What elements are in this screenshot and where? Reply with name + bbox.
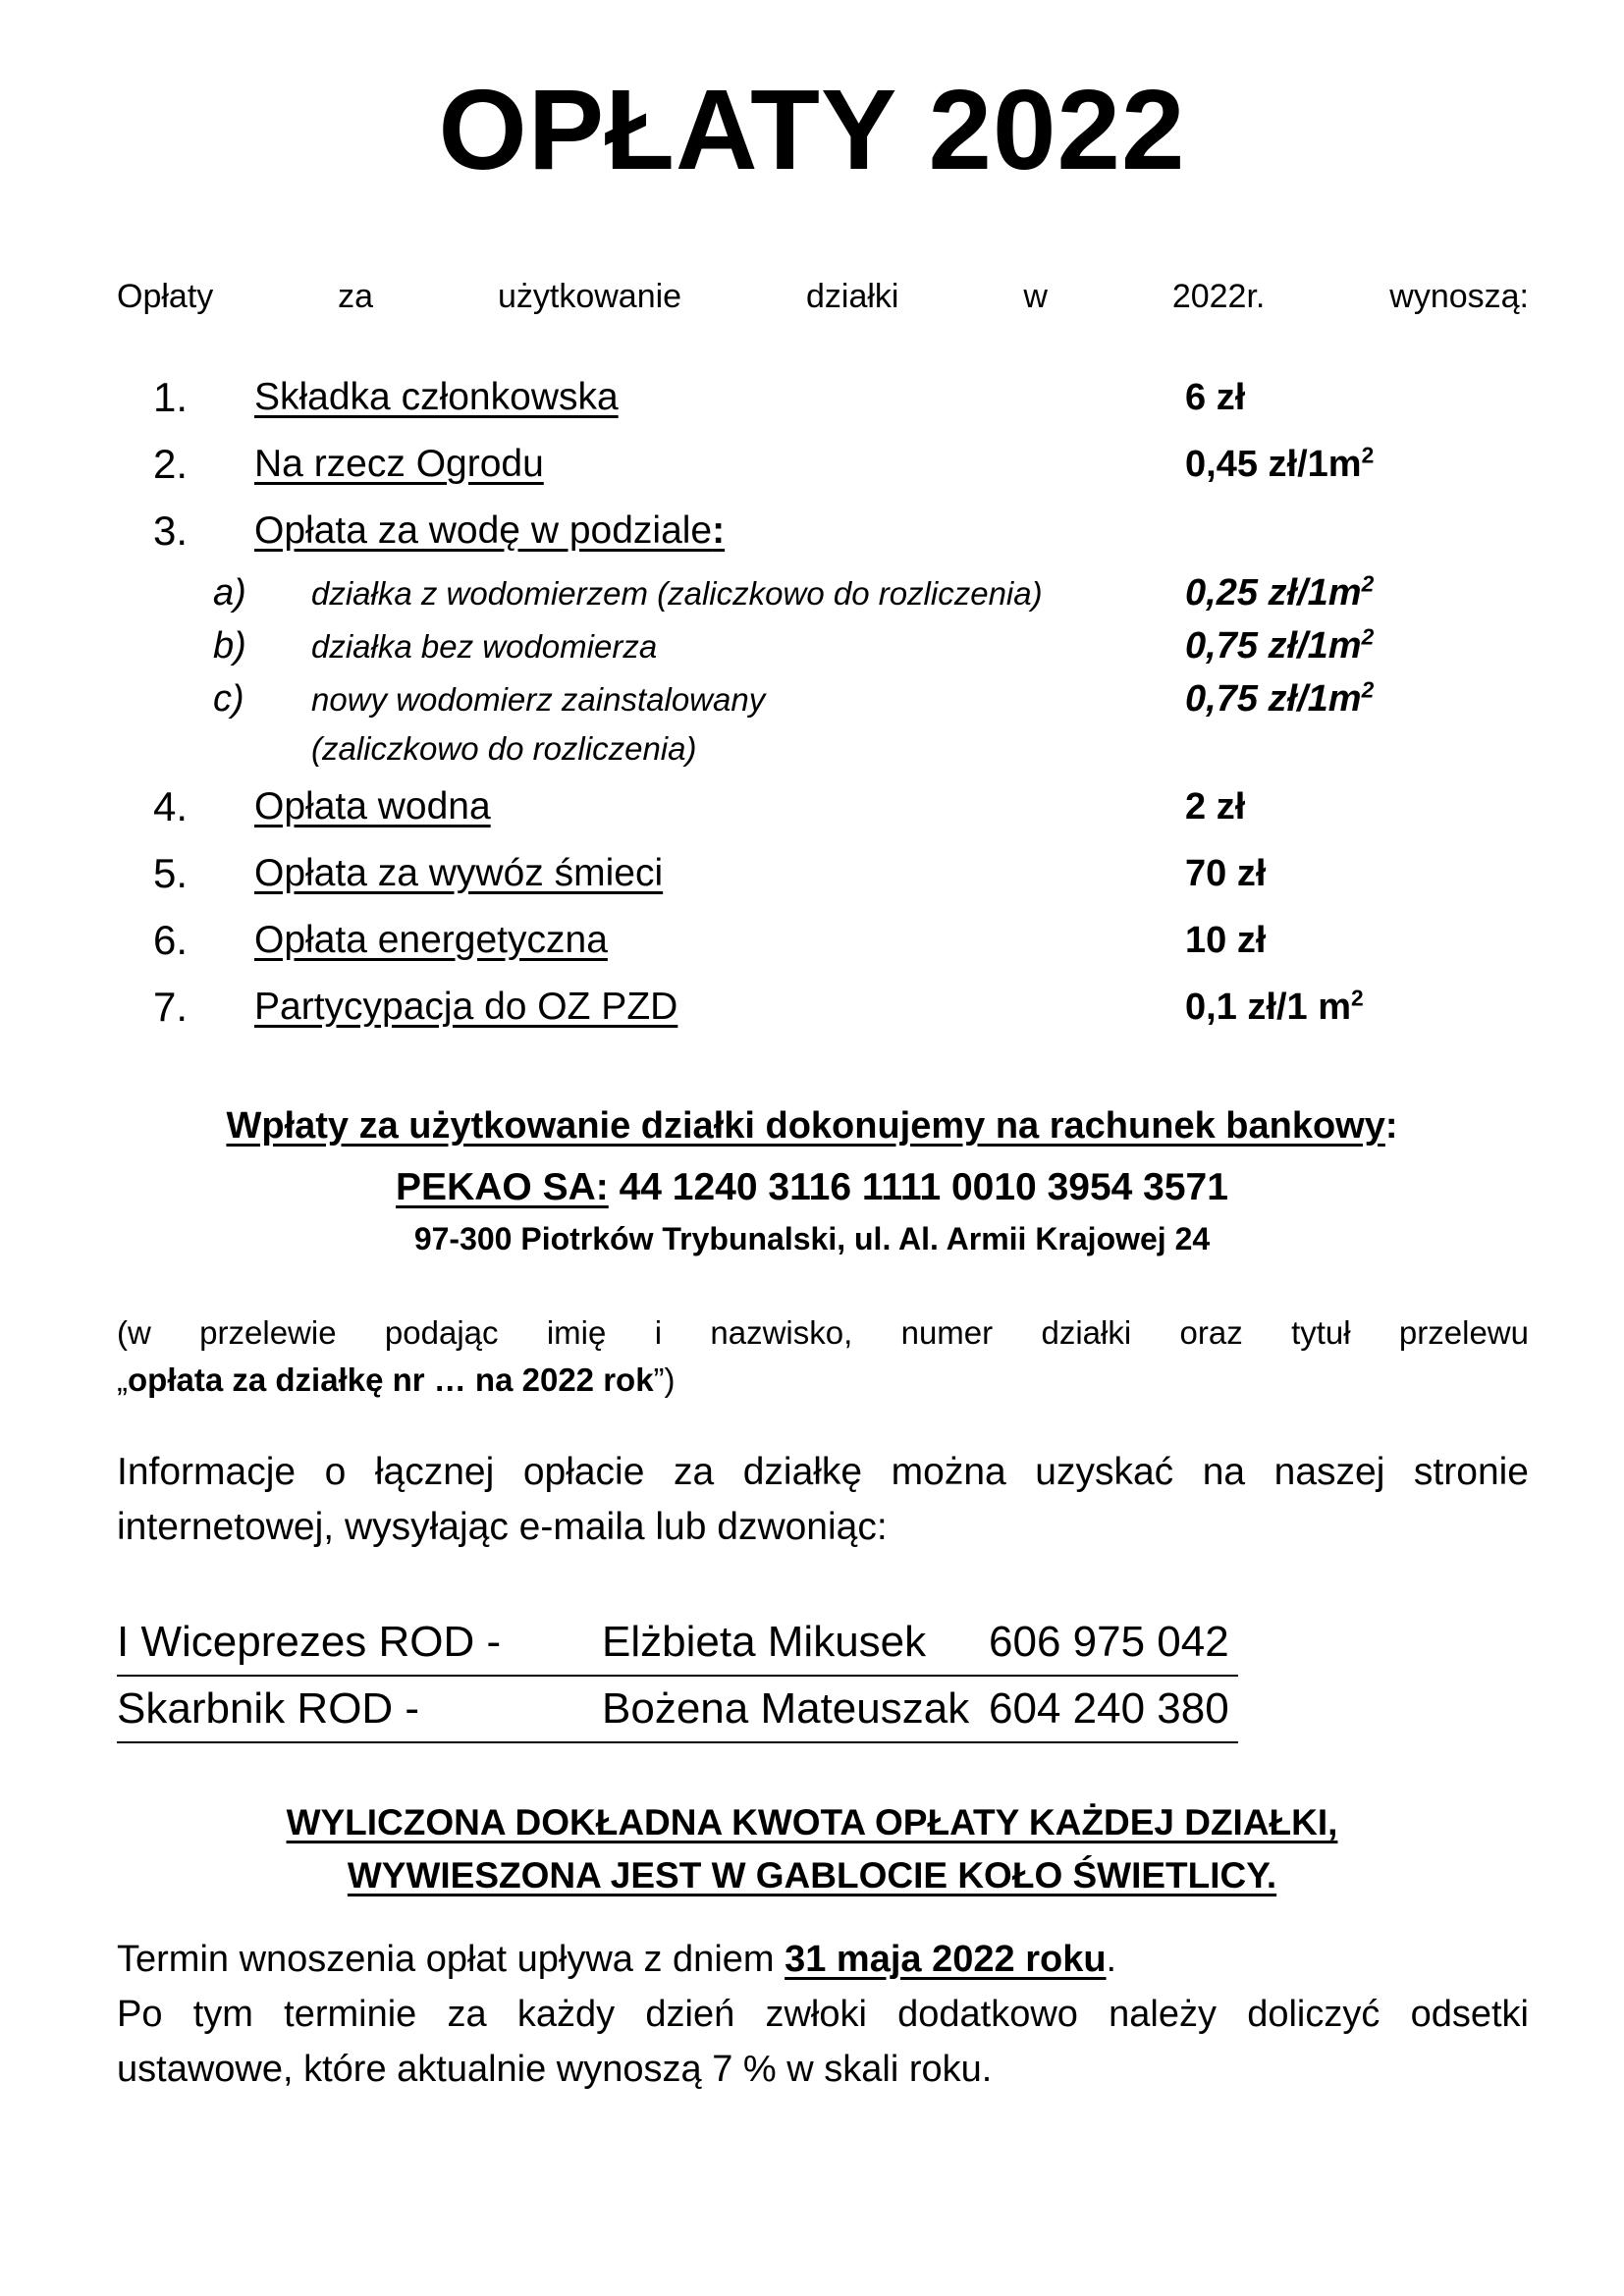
fee-number: 4. <box>153 783 189 829</box>
contact-phone: 606 975 042 <box>989 1618 1229 1666</box>
intro-text: Opłaty za użytkowanie działki w 2022r. wynoszą: <box>117 278 1529 315</box>
subitem-label: nowy wodomierz zainstalowany <box>311 681 766 718</box>
subitem-value: 0,75 $zł/1m^2$ <box>1185 623 1375 667</box>
contact-row <box>117 1610 1238 1677</box>
fee-value: 0,45 $zł/1m^2$ <box>1185 442 1375 485</box>
fee-value: 70 zł <box>1185 853 1267 894</box>
fee-number: 1. <box>153 374 189 420</box>
contact-name: Bożena Mateuszak <box>602 1684 970 1733</box>
bank-name: PEKAO SA: <box>396 1166 609 1208</box>
fee-number: 7. <box>153 984 189 1030</box>
transfer-note: (w przelewie podając imię i nazwisko, numer działki oraz tytuł przelewu „opłata za działkę nr … na 2022 rok”) <box>117 1314 1529 1398</box>
fee-number: 2. <box>153 441 189 487</box>
fee-label: Na rzecz Ogrodu <box>254 443 544 485</box>
deadline-paragraph: Termin wnoszenia opłat upływa z dniem 31 maja 2022 roku. Po tym terminie za każdy dzień zwłoki dodatkowo należy doliczyć odsetki ustawowe, które aktualnie wynoszą 7 % w skali roku. <box>117 1939 1529 2090</box>
fee-number: 3. <box>153 507 189 554</box>
info-paragraph: Informacje o łącznej opłacie za działkę można uzyskać na naszej stronie internetowej, wysyłając e-maila lub dzwoniąc: <box>117 1451 1529 1548</box>
fee-label: Opłata za wodę w podziale: <box>254 509 726 552</box>
subitem-letter: a) <box>213 572 246 614</box>
fee-value: 10 zł <box>1185 920 1267 961</box>
subitem-label: działka z wodomierzem (zaliczkowo do rozliczenia) <box>311 575 1043 612</box>
subitem-value: 0,25 $zł/1m^2$ <box>1185 570 1375 614</box>
contact-row <box>117 1677 1238 1743</box>
fee-number: 6. <box>153 917 189 963</box>
notice: WYLICZONA DOKŁADNA KWOTA OPŁATY KAŻDEJ DZIAŁKI, WYWIESZONA JEST W GABLOCIE KOŁO ŚWIETLICY. <box>286 1802 1338 1896</box>
fee-label: Partycypacja do OZ PZD <box>254 986 678 1028</box>
contact-role: Skarbnik ROD - <box>117 1684 420 1733</box>
page-title: OPŁATY 2022 <box>438 66 1186 193</box>
contact-name: Elżbieta Mikusek <box>602 1618 927 1666</box>
contact-phone: 604 240 380 <box>989 1684 1229 1733</box>
subitem-letter: b) <box>213 625 246 667</box>
fee-label: Opłata wodna <box>254 785 491 828</box>
bank-address: 97-300 Piotrków Trybunalski, ul. Al. Armii Krajowej 24 <box>413 1221 1211 1256</box>
fee-value: 2 zł <box>1185 786 1246 828</box>
transfer-title: opłata za działkę nr … na 2022 rok <box>128 1362 654 1398</box>
fee-value: 0,1 zł/1 $m^2$ <box>1185 985 1364 1028</box>
deadline-date: 31 maja 2022 roku <box>785 1939 1107 1980</box>
subitem-label-continued: (zaliczkowo do rozliczenia) <box>311 730 697 767</box>
fee-label: Opłata energetyczna <box>254 919 608 961</box>
subitem-letter: c) <box>213 678 244 720</box>
account-number: 44 1240 3116 1111 0010 3954 3571 <box>608 1166 1228 1208</box>
subitem-value: 0,75 $zł/1m^2$ <box>1185 676 1375 720</box>
contact-role: I Wiceprezes ROD - <box>117 1618 502 1666</box>
subitem-label: działka bez wodomierza <box>311 628 658 665</box>
fee-label: Opłata za wywóz śmieci <box>254 852 664 894</box>
fee-value: 6 zł <box>1185 377 1246 418</box>
bank-account <box>0 1161 1624 1214</box>
bank-heading: Wpłaty za użytkowanie działki dokonujemy na rachunek bankowy: <box>226 1105 1398 1147</box>
fee-label: Składka członkowska <box>254 376 619 418</box>
fee-number: 5. <box>153 850 189 896</box>
